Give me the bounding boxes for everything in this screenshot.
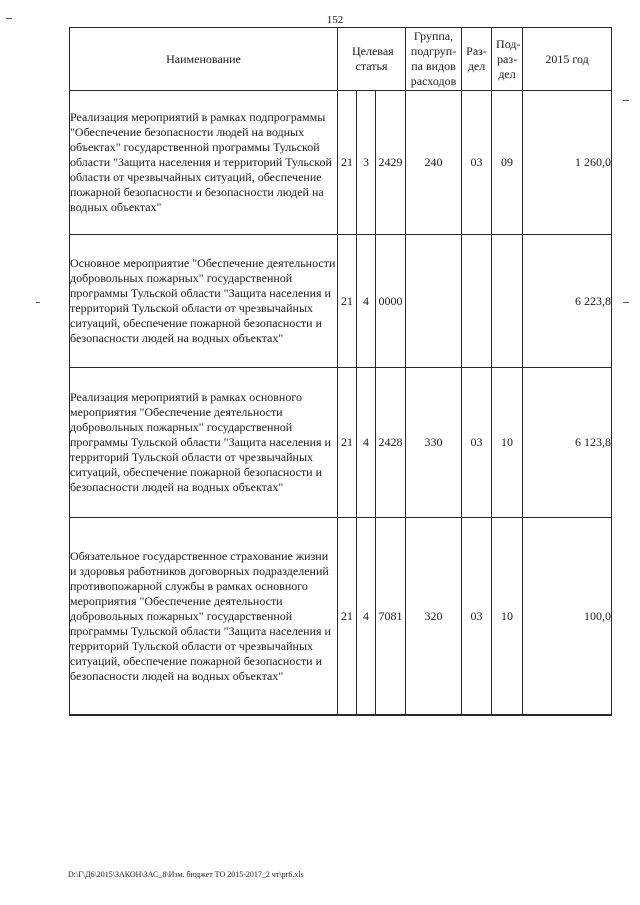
cell-article-subprogram: 3 [357,91,376,235]
cell-amount: 1 260,0 [523,91,612,235]
cell-subsection: 10 [492,368,523,518]
table-row-empty [70,715,612,716]
cell-article-subprogram: 4 [357,235,376,368]
header-year: 2015 год [523,28,612,91]
row-name: Реализация мероприятий в рамках основного мероприятия "Обеспечение деятельности добровольных пожарных" государственной программы Тульской области "Защита населения и территорий Тульской области от чрезвычайных ситуаций, обеспечение пожарной безопасности и безопасности людей на водных объектах" [70,368,338,518]
header-name: Наименование [70,28,338,91]
header-group: Группа, подгруп-па видов расходов [406,28,462,91]
margin-mark-right-2 [623,302,629,303]
cell-article-program: 21 [338,368,357,518]
header-section [462,28,492,91]
header-target-article [338,28,406,91]
row-name: Обязательное государственное страхование жизни и здоровья работников договорных подразделений противопожарной службы в рамках основного мероприятия "Обеспечение деятельности добровольных пожарных" государственной программы Тульской области "Защита населения и территорий Тульской области от чрезвычайных ситуаций, обеспечение пожарной безопасности и безопасности людей на водных объектах" [70,518,338,715]
page-number: 152 [326,14,344,26]
cell-article-direction: 7081 [376,518,406,715]
cell-subsection: 10 [492,518,523,715]
cell-group [406,235,462,368]
cell-amount: 6 123,8 [523,368,612,518]
table-row [70,235,612,368]
table-row [70,518,612,715]
header-section-text: Раз-дел [466,44,487,73]
cell-subsection: 09 [492,91,523,235]
cell-section: 03 [462,91,492,235]
cell-article-subprogram: 4 [357,518,376,715]
table-header-row [70,28,612,91]
table-row [70,91,612,235]
margin-mark-left-2 [36,302,40,303]
cell-amount: 6 223,8 [523,235,612,368]
cell-group: 330 [406,368,462,518]
margin-mark-right [623,100,629,101]
footer-file-path: D:\Г\Д6\2015\ЗАКОН\ЗАС_8\Изм. бюджет ТО 2015-2017_2 чт\pr6.xls [68,870,304,879]
row-name: Реализация мероприятий в рамках подпрограммы "Обеспечение безопасности людей на водных объектах" государственной программы Тульской области "Защита населения и территорий Тульской области от чрезвычайных ситуаций, обеспечение пожарной безопасности и безопасности людей на водных объектах" [70,91,338,235]
cell-article-direction: 2429 [376,91,406,235]
table-row [70,368,612,518]
cell-section: 03 [462,518,492,715]
cell-article-subprogram: 4 [357,368,376,518]
row-name: Основное мероприятие "Обеспечение деятельности добровольных пожарных" государственной программы Тульской области "Защита населения и территорий Тульской области от чрезвычайных ситуаций, обеспечение пожарной безопасности и безопасности людей на водных объектах" [70,235,338,368]
cell-subsection [492,235,523,368]
cell-section [462,235,492,368]
cell-article-direction: 2428 [376,368,406,518]
cell-article-direction: 0000 [376,235,406,368]
cell-article-program: 21 [338,235,357,368]
header-subsection-text: Под-раз-дел [496,36,521,81]
budget-table [69,27,612,716]
cell-article-program: 21 [338,91,357,235]
cell-group: 240 [406,91,462,235]
cell-amount: 100,0 [523,518,612,715]
cell-group: 320 [406,518,462,715]
cell-section: 03 [462,368,492,518]
header-target-article-text: Целевая статья [352,44,394,73]
margin-mark-left [6,18,12,19]
header-subsection [492,28,523,91]
cell-article-program: 21 [338,518,357,715]
